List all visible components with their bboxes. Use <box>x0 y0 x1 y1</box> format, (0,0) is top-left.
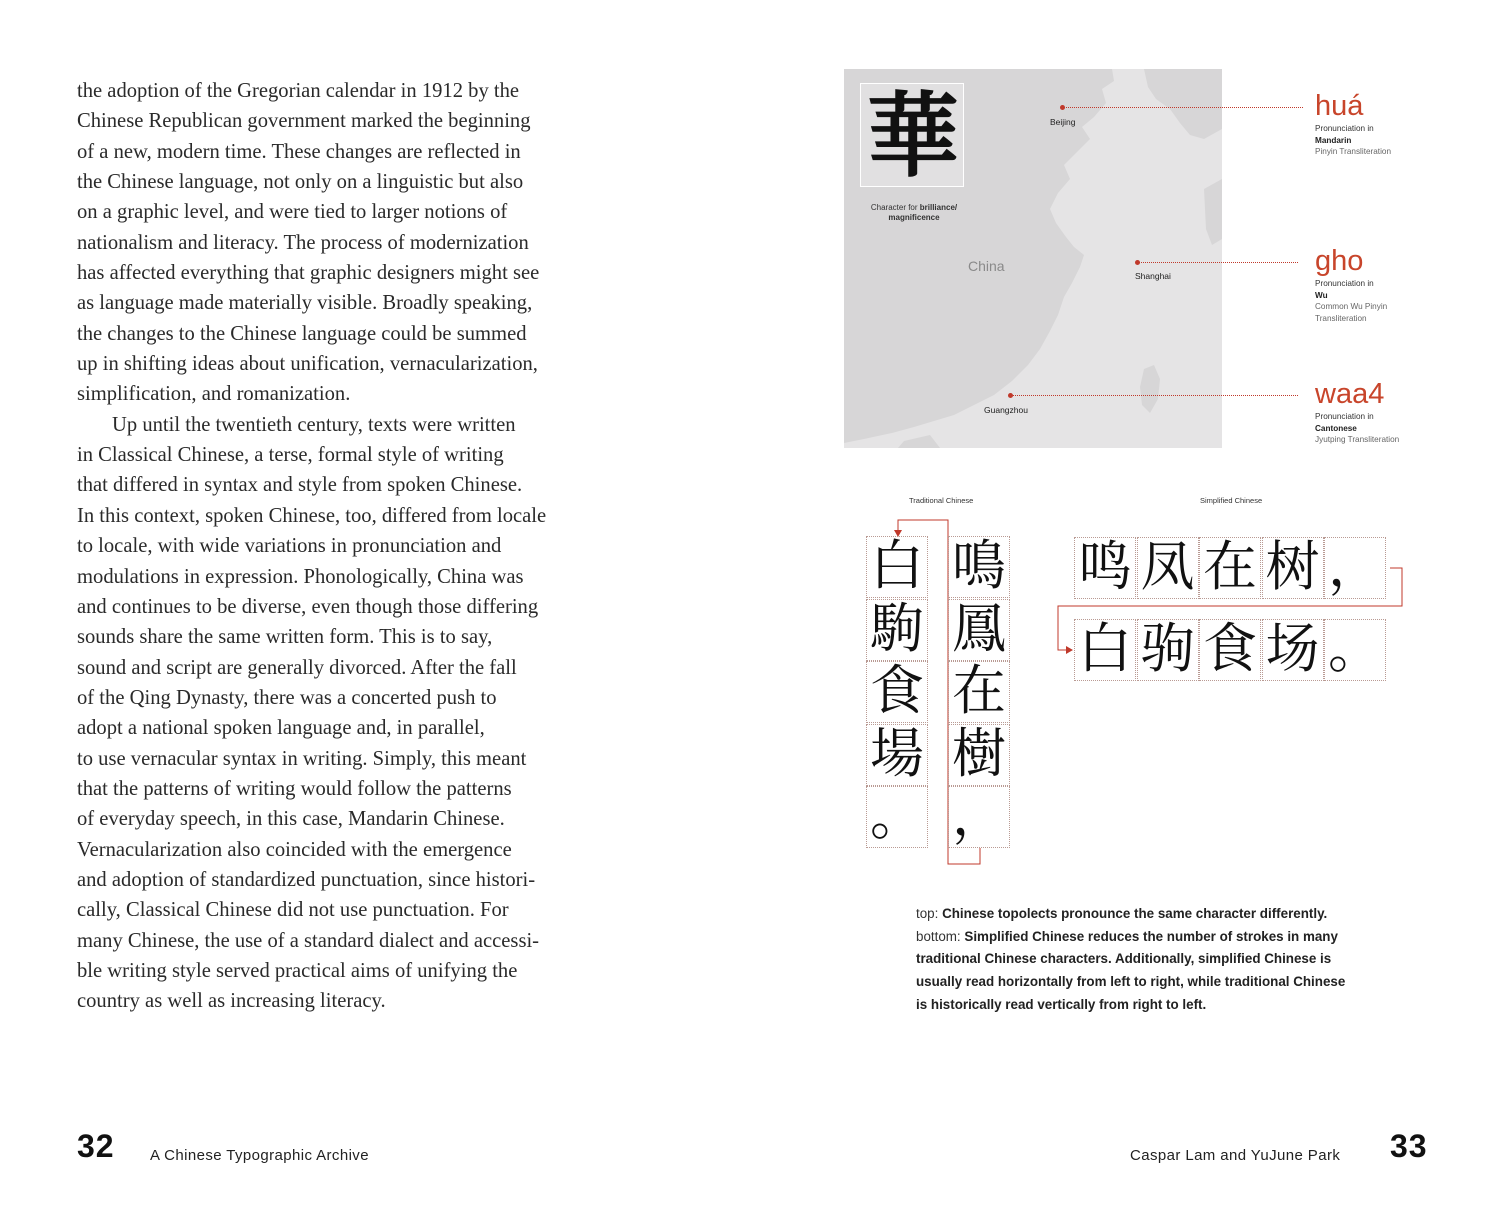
hua-character: 華 <box>866 82 959 190</box>
traditional-character: 樹 <box>948 724 1010 786</box>
body-text-line: Chinese Republican government marked the beginning <box>77 110 531 133</box>
pronunciation-prefix: Pronunciation in <box>1315 124 1374 133</box>
simplified-character: 场 <box>1262 619 1324 681</box>
body-text-line: as language made materially visible. Broadly speaking, <box>77 292 533 315</box>
body-text-line: of a new, modern time. These changes are reflected in <box>77 140 521 163</box>
caption-bottom-line: is historically read vertically from right to left. <box>916 996 1207 1012</box>
simplified-character: 驹 <box>1137 619 1199 681</box>
traditional-character: 鳳 <box>948 599 1010 661</box>
beijing-label: Beijing <box>1050 117 1076 127</box>
pronunciation-language: Cantonese <box>1315 423 1357 433</box>
body-text-line: in Classical Chinese, a terse, formal style of writing <box>77 444 504 467</box>
pronunciation-word: huá <box>1315 90 1364 122</box>
simplified-character: 在 <box>1199 537 1261 599</box>
simplified-chinese-label: Simplified Chinese <box>1200 496 1263 505</box>
traditional-character: 白 <box>866 536 928 598</box>
pronunciation-prefix: Pronunciation in <box>1315 279 1374 288</box>
page-number-right: 33 <box>1390 1128 1428 1164</box>
running-title-right: Caspar Lam and YuJune Park <box>1130 1147 1341 1164</box>
body-text <box>77 76 597 1017</box>
body-text-line: cally, Classical Chinese did not use punctuation. For <box>77 899 509 922</box>
traditional-character: 鳴 <box>948 536 1010 598</box>
body-text-line: adopt a national spoken language and, in parallel, <box>77 717 485 740</box>
body-text-line: that differed in syntax and style from spoken Chinese. <box>77 474 523 497</box>
traditional-character: 在 <box>948 661 1010 723</box>
caption-top-text: Chinese topolects pronounce the same character differently. <box>942 906 1328 921</box>
body-text-line: sounds share the same written form. This is to say, <box>77 626 493 649</box>
body-text-line: that the patterns of writing would follow the patterns <box>77 777 512 800</box>
body-text-line: up in shifting ideas about unification, vernacularization, <box>77 353 538 376</box>
body-text-line: the changes to the Chinese language could be summed <box>77 322 527 345</box>
body-text-line: ble writing style served practical aims of unifying the <box>77 959 518 982</box>
caption-bottom-line: Simplified Chinese reduces the number of strokes in many <box>964 928 1338 944</box>
body-text-line: of everyday speech, in this case, Mandarin Chinese. <box>77 808 505 831</box>
pronunciation-word: gho <box>1315 245 1364 277</box>
character-caption: Character for brilliance/ magnificence <box>870 203 958 222</box>
simplified-character: 鸣 <box>1074 537 1136 599</box>
traditional-character: 食 <box>866 661 928 723</box>
traditional-chinese-label: Traditional Chinese <box>909 496 974 505</box>
caption-bottom-line: traditional Chinese characters. Additionally, simplified Chinese is <box>916 951 1332 967</box>
body-text-line: modulations in expression. Phonologically, China was <box>77 565 524 588</box>
body-text-line: and continues to be diverse, even though those differing <box>77 595 539 618</box>
simplified-character: 食 <box>1199 619 1261 681</box>
simplified-character: 白 <box>1074 619 1136 681</box>
guangzhou-label: Guangzhou <box>984 405 1028 415</box>
body-text-line: country as well as increasing literacy. <box>77 990 386 1013</box>
traditional-character: 場 <box>866 724 928 786</box>
body-text-line: simplification, and romanization. <box>77 383 351 406</box>
pronunciation-word: waa4 <box>1315 378 1385 410</box>
pronunciation-language: Wu <box>1315 290 1328 300</box>
pronunciation-language: Mandarin <box>1315 135 1352 145</box>
body-text-line: and adoption of standardized punctuation, since histori- <box>77 868 536 891</box>
page-number-left: 32 <box>77 1128 115 1164</box>
body-text-line: to locale, with wide variations in pronunciation and <box>77 535 502 558</box>
body-text-line: to use vernacular syntax in writing. Simply, this meant <box>77 747 527 770</box>
caption-bottom-label: bottom: <box>916 928 965 944</box>
simplified-character: ， <box>1324 537 1386 599</box>
body-text-line: the Chinese language, not only on a linguistic but also <box>77 171 524 194</box>
traditional-character: 駒 <box>866 599 928 661</box>
caption-top-label: top: <box>916 906 943 921</box>
body-text-line: Up until the twentieth century, texts were written <box>112 413 516 436</box>
simplified-character: 凤 <box>1137 537 1199 599</box>
body-text-line: In this context, spoken Chinese, too, differed from locale <box>77 504 547 527</box>
reading-direction-arrows <box>750 0 1500 900</box>
traditional-character: ， <box>948 786 1010 848</box>
body-text-line: the adoption of the Gregorian calendar in 1912 by the <box>77 80 520 102</box>
body-text-line: sound and script are generally divorced. After the fall <box>77 656 517 679</box>
figure-caption <box>916 903 1436 1017</box>
simplified-character: 树 <box>1262 537 1324 599</box>
shanghai-label: Shanghai <box>1135 271 1171 281</box>
pronunciation-prefix: Pronunciation in <box>1315 412 1374 421</box>
caption-bottom-line: usually read horizontally from left to right, while traditional Chinese <box>916 974 1346 990</box>
pronunciation-system: Pinyin Transliteration <box>1315 147 1391 156</box>
body-text-line: many Chinese, the use of a standard dialect and accessi- <box>77 929 540 952</box>
body-text-line: has affected everything that graphic designers might see <box>77 262 540 285</box>
pronunciation-system: Jyutping Transliteration <box>1315 435 1400 444</box>
body-text-line: on a graphic level, and were tied to larger notions of <box>77 201 508 224</box>
country-label: China <box>968 258 1005 274</box>
body-text-line: Vernacularization also coincided with the emergence <box>77 838 512 861</box>
simplified-character: 。 <box>1324 619 1386 681</box>
right-page <box>750 0 1500 1228</box>
running-title-left: A Chinese Typographic Archive <box>150 1147 369 1164</box>
body-text-line: of the Qing Dynasty, there was a concerted push to <box>77 686 497 709</box>
pronunciation-system: Common Wu Pinyin Transliteration <box>1315 302 1388 323</box>
traditional-character: 。 <box>866 786 928 848</box>
body-text-line: nationalism and literacy. The process of modernization <box>77 231 529 254</box>
